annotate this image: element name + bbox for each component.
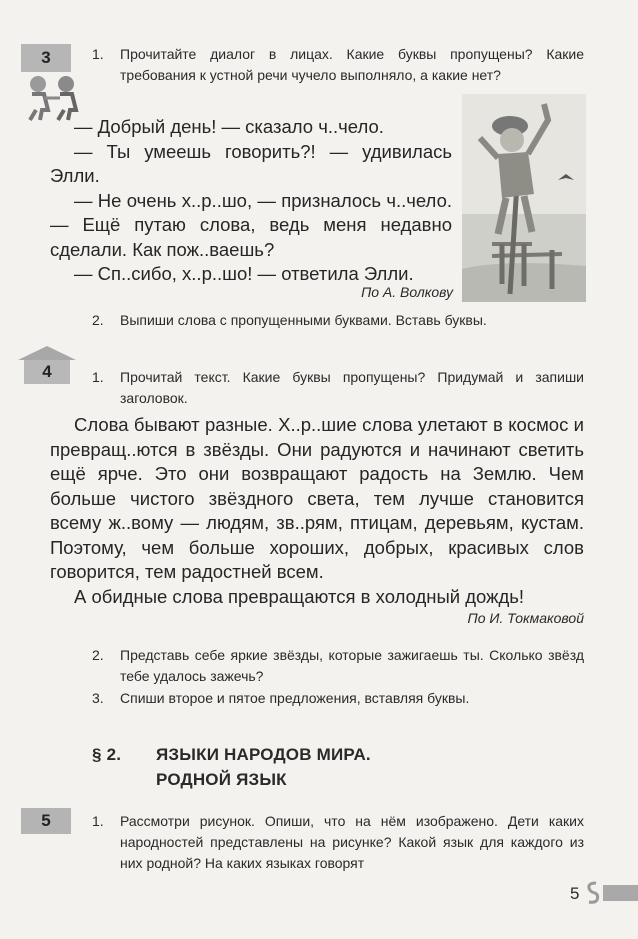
exercise-3-badge [21,44,71,72]
task-number: 2. [92,647,104,663]
task-text: Прочитай текст. Какие буквы пропущены? Придумай и запиши заголовок. [120,369,584,406]
dialog-line: — Не очень х..р..шо, — призналось ч..чело. — Ещё путаю слова, ведь меня недавно сделали. Как пож..ваешь? [50,189,452,260]
task-number: 2. [92,312,104,328]
task-number: 1. [92,369,104,385]
ex4-text [50,413,584,609]
exercise-3-number: 3 [41,48,51,67]
ex3-task-2 [92,310,584,332]
ex3-author: По А. Волкову [361,284,453,300]
task-text: Прочитайте диалог в лицах. Какие буквы пропущены? Какие требования к устной речи чучело выполняло, а какие нет? [120,46,584,83]
ex4-task-1 [92,367,584,411]
ex4-task-2 [92,645,584,689]
ex5-task-1 [92,811,584,877]
page-number: 5 [570,884,580,903]
dialog-line: — Ты умеешь говорить?! — удивилась Элли. [50,140,452,186]
text-paragraph: А обидные слова превращаются в холодный дождь! [74,585,525,607]
exercise-5-badge [21,808,71,834]
task-text: Представь себе яркие звёзды, которые зажигаешь ты. Сколько звёзд тебе удалось зажечь? [120,647,584,684]
footer-bar [603,885,638,901]
dialog-line: — Сп..сибо, х..р..шо! — ответила Элли. [74,263,414,284]
exercise-4-number: 4 [42,362,52,381]
task-number: 1. [92,46,104,62]
dialog-line: — Добрый день! — сказало ч..чело. [74,116,384,137]
task-text: Выпиши слова с пропущенными буквами. Вставь буквы. [120,312,487,328]
section-number: § 2. [92,745,122,764]
section-title-line-2: РОДНОЙ ЯЗЫК [156,770,287,789]
text-paragraph: Слова бывают разные. Х..р..шие слова улетают в космос и превращ..ются в звёзды. Они радуются и начинают светить ещё ярче. Это они возвращают радость на Землю. Чем больше чистого звёздного света, тем лучше становится всему ж..вому — людям, зв..рям, птицам, деревьям, кустам. Поэтому, чем больше хороших, добрых, красивых слов говорится, тем радостней всем. [50,414,584,582]
section-marker-icon [586,880,600,906]
section-title-line-1: ЯЗЫКИ НАРОДОВ МИРА. [156,745,371,764]
task-number: 1. [92,813,104,829]
scarecrow-illustration [462,94,586,302]
task-text: Спиши второе и пятое предложения, вставляя буквы. [120,690,470,706]
task-number: 3. [92,690,104,706]
exercise-5-number: 5 [41,811,51,830]
ex4-task-3 [92,688,584,710]
ex4-author: По И. Токмаковой [467,610,584,626]
task-text: Рассмотри рисунок. Опиши, что на нём изображено. Дети каких народностей представлены на рисунке? Какой язык для каждого из них родной? На каких языках говорят [120,813,584,871]
ex3-dialog [50,115,452,287]
